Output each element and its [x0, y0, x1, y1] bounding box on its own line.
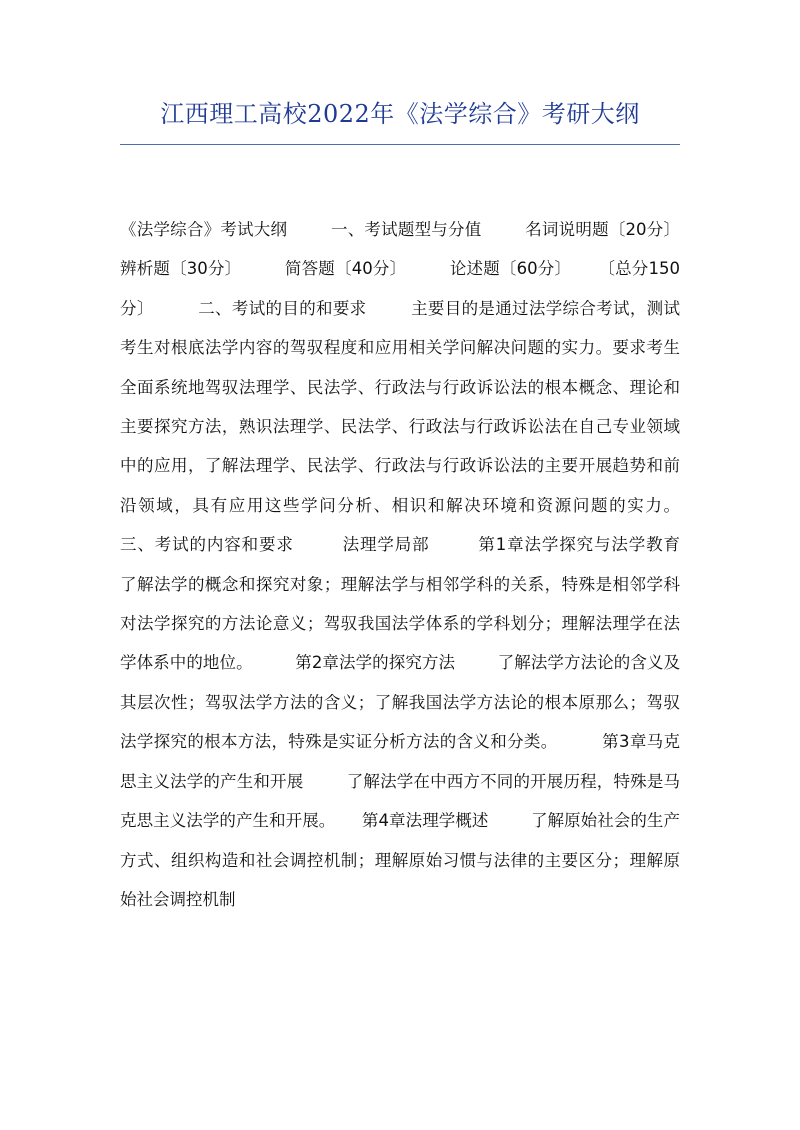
document-title: 江西理工高校2022年《法学综合》考研大纲: [160, 100, 640, 128]
title-divider: [120, 144, 680, 145]
document-body: 《法学综合》考试大纲 一、考试题型与分值 名词说明题〔20分〕 辨析题〔30分〕 简答题〔40分〕 论述题〔60分〕 〔总分150分〕 二、考试的目的和要求 主要目的是通过法学综合考试，测试考生对根底法学内容的驾驭程度和应用相关学问解决问题的实力。要求考生全面系统地驾驭法理学、民法学、行政法与行政诉讼法的根本概念、理论和主要探究方法，熟识法理学、民法学、行政法与行政诉讼法在自己专业领域中的应用，了解法理学、民法学、行政法与行政诉讼法的主要开展趋势和前沿领域，具有应用这些学问分析、相识和解决环境和资源问题的实力。 三、考试的内容和要求 法理学局部 第1章法学探究与法学教育 了解法学的概念和探究对象；理解法学与相邻学科的关系，特殊是相邻学科对法学探究的方法论意义；驾驭我国法学体系的学科划分；理解法理学在法学体系中的地位。 第2章法学的探究方法 了解法学方法论的含义及其层次性；驾驭法学方法的含义；了解我国法学方法论的根本原那么；驾驭法学探究的根本方法，特殊是实证分析方法的含义和分类。 第3章马克思主义法学的产生和开展 了解法学在中西方不同的开展历程，特殊是马克思主义法学的产生和开展。 第4章法理学概述 了解原始社会的生产方式、组织构造和社会调控机制；理解原始习惯与法律的主要区分；理解原始社会调控机制: [120, 220, 722, 909]
